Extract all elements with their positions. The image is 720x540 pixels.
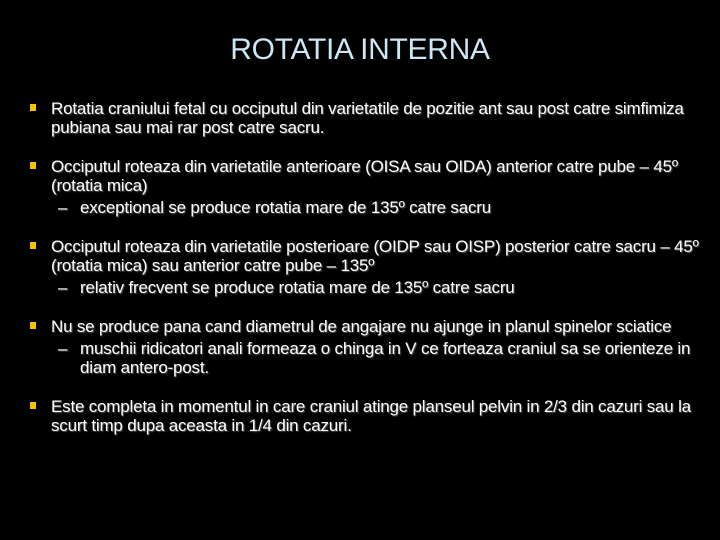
square-bullet-icon <box>30 322 36 329</box>
bullet-item-3 <box>30 237 700 297</box>
sub-bullet-item <box>50 198 700 217</box>
bullet-item-4 <box>30 317 700 377</box>
bullet-text: Este completa in momentul in care craniul atinge planseul pelvin in 2/3 din cazuri sau la scurt timp dupa aceasta in 1/4 din cazuri. <box>51 397 691 435</box>
sub-bullet-text: relativ frecvent se produce rotatia mare de 135º catre sacru <box>80 278 515 297</box>
dash-bullet-icon: – <box>58 198 68 217</box>
bullet-list <box>30 99 700 435</box>
bullet-text: Rotatia craniului fetal cu occiputul din varietatile de pozitie ant sau post catre simfimiza pubiana sau mai rar post catre sacru. <box>51 99 684 137</box>
bullet-item-1 <box>30 99 700 137</box>
bullet-text: Occiputul roteaza din varietatile posterioare (OIDP sau OISP) posterior catre sacru – 45º (rotatia mica) sau anterior catre pube – 135º <box>51 237 699 275</box>
bullet-text: Nu se produce pana cand diametrul de angajare nu ajunge in planul spinelor sciatice <box>51 317 672 336</box>
dash-bullet-icon: – <box>58 339 68 358</box>
bullet-item-2 <box>30 157 700 217</box>
square-bullet-icon <box>30 162 36 169</box>
square-bullet-icon <box>30 104 36 111</box>
square-bullet-icon <box>30 242 36 249</box>
sub-bullet-text: muschii ridicatori anali formeaza o chinga in V ce forteaza craniul sa se orienteze in diam antero-post. <box>80 339 691 377</box>
bullet-item-5 <box>30 397 700 435</box>
bullet-text: Occiputul roteaza din varietatile anterioare (OISA sau OIDA) anterior catre pube – 45º (rotatia mica) <box>51 157 678 195</box>
dash-bullet-icon: – <box>58 278 68 297</box>
sub-bullet-text: exceptional se produce rotatia mare de 135º catre sacru <box>80 198 492 217</box>
square-bullet-icon <box>30 402 36 409</box>
sub-bullet-item <box>50 278 700 297</box>
sub-bullet-item <box>50 339 700 377</box>
slide-title: ROTATIA INTERNA <box>230 33 490 66</box>
